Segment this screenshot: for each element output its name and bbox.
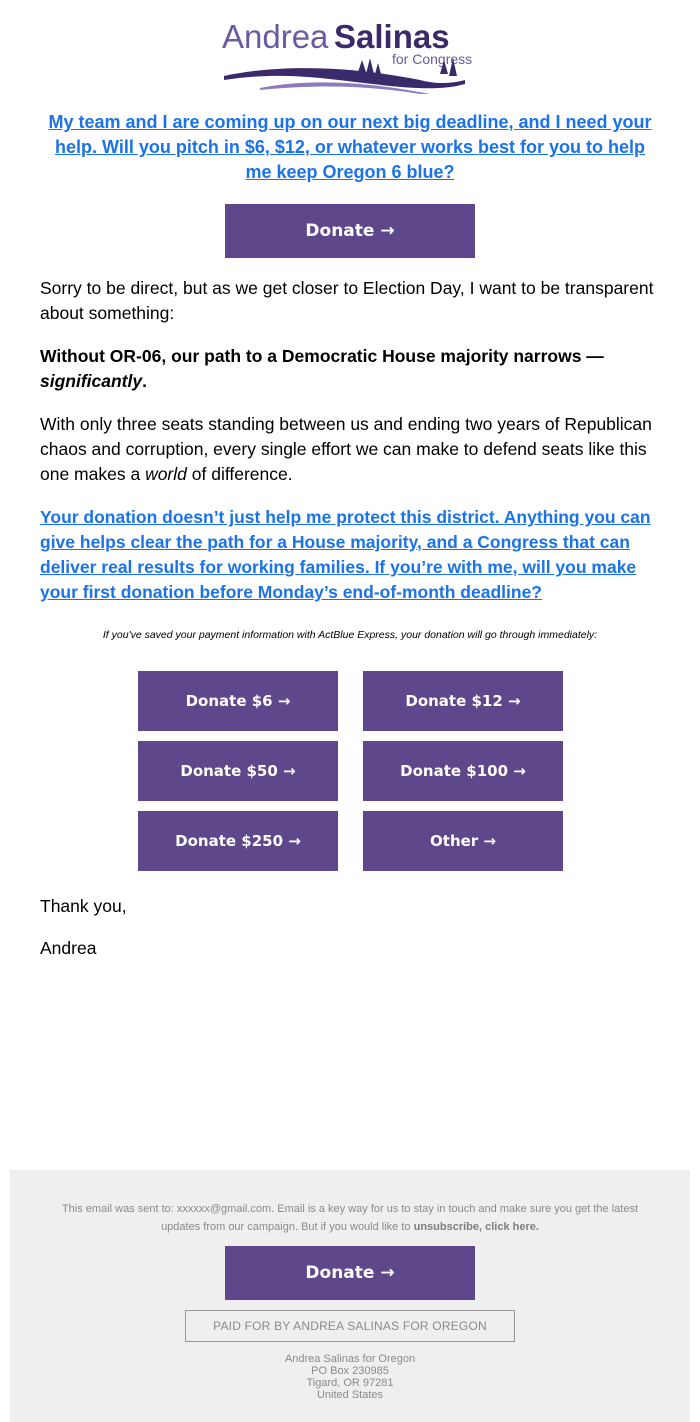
- mailing-address: [10, 1353, 690, 1401]
- address-line: PO Box 230985: [311, 1365, 389, 1377]
- or06-emphasis: significantly: [40, 371, 143, 391]
- donate-6-button[interactable]: Donate $6 →: [138, 671, 338, 731]
- donate-other-button[interactable]: Other →: [363, 811, 563, 871]
- logo-last-name: Salinas: [334, 18, 450, 55]
- seats-text: With only three seats standing between us and ending two years of Republican chaos and corruption, every single effort we can make to defend seats like this one makes a: [40, 414, 652, 484]
- seats-text-end: of difference.: [186, 464, 293, 484]
- signature: Andrea: [40, 938, 97, 958]
- headline-link[interactable]: My team and I are coming up on our next big deadline, and I need your help. Will you pitch in $6, $12, or whatever works best for you to help me keep Oregon 6 blue?: [48, 112, 652, 182]
- actblue-note: If you've saved your payment information with ActBlue Express, your donation will go through immediately:: [102, 629, 598, 641]
- address-line: Andrea Salinas for Oregon: [284, 1353, 416, 1365]
- donate-button-main[interactable]: Donate →: [225, 204, 475, 258]
- logo-first-name: Andrea: [222, 18, 329, 55]
- paragraph-or06: [40, 344, 660, 394]
- donation-appeal-link[interactable]: Your donation doesn’t just help me protect this district. Anything you can give helps clear the path for a House majority, and a Congress that can deliver real results for working families. If you’re with me, will you make your first donation before Monday’s end-of-month deadline?: [40, 507, 651, 602]
- paragraph-seats: [40, 412, 660, 487]
- donate-button-footer[interactable]: Donate →: [225, 1246, 475, 1300]
- footer-notice: [50, 1200, 650, 1236]
- footer-notice-text: This email was sent to: xxxxxx@gmail.com. Email is a key way for us to stay in touch and make sure you get the latest updates from our campaign. But if you would like to: [61, 1203, 639, 1233]
- unsubscribe-link[interactable]: unsubscribe, click here.: [413, 1221, 539, 1233]
- logo-tagline: for Congress: [392, 51, 473, 67]
- donate-12-button[interactable]: Donate $12 →: [363, 671, 563, 731]
- donate-50-button[interactable]: Donate $50 →: [138, 741, 338, 801]
- or06-text: Without OR-06, our path to a Democratic House majority narrows —: [40, 346, 604, 366]
- campaign-logo: [0, 14, 700, 96]
- or06-period: .: [142, 371, 147, 391]
- email-footer: [10, 1170, 690, 1422]
- paragraph-intro: Sorry to be direct, but as we get closer to Election Day, I want to be transparent about something:: [40, 278, 654, 323]
- seats-emphasis: world: [145, 464, 187, 484]
- donate-250-button[interactable]: Donate $250 →: [138, 811, 338, 871]
- closing-thanks: Thank you,: [40, 896, 127, 916]
- paid-for-by-box: PAID FOR BY ANDREA SALINAS FOR OREGON: [185, 1310, 515, 1342]
- address-line: United States: [316, 1389, 384, 1401]
- address-line: Tigard, OR 97281: [306, 1377, 394, 1389]
- donate-100-button[interactable]: Donate $100 →: [363, 741, 563, 801]
